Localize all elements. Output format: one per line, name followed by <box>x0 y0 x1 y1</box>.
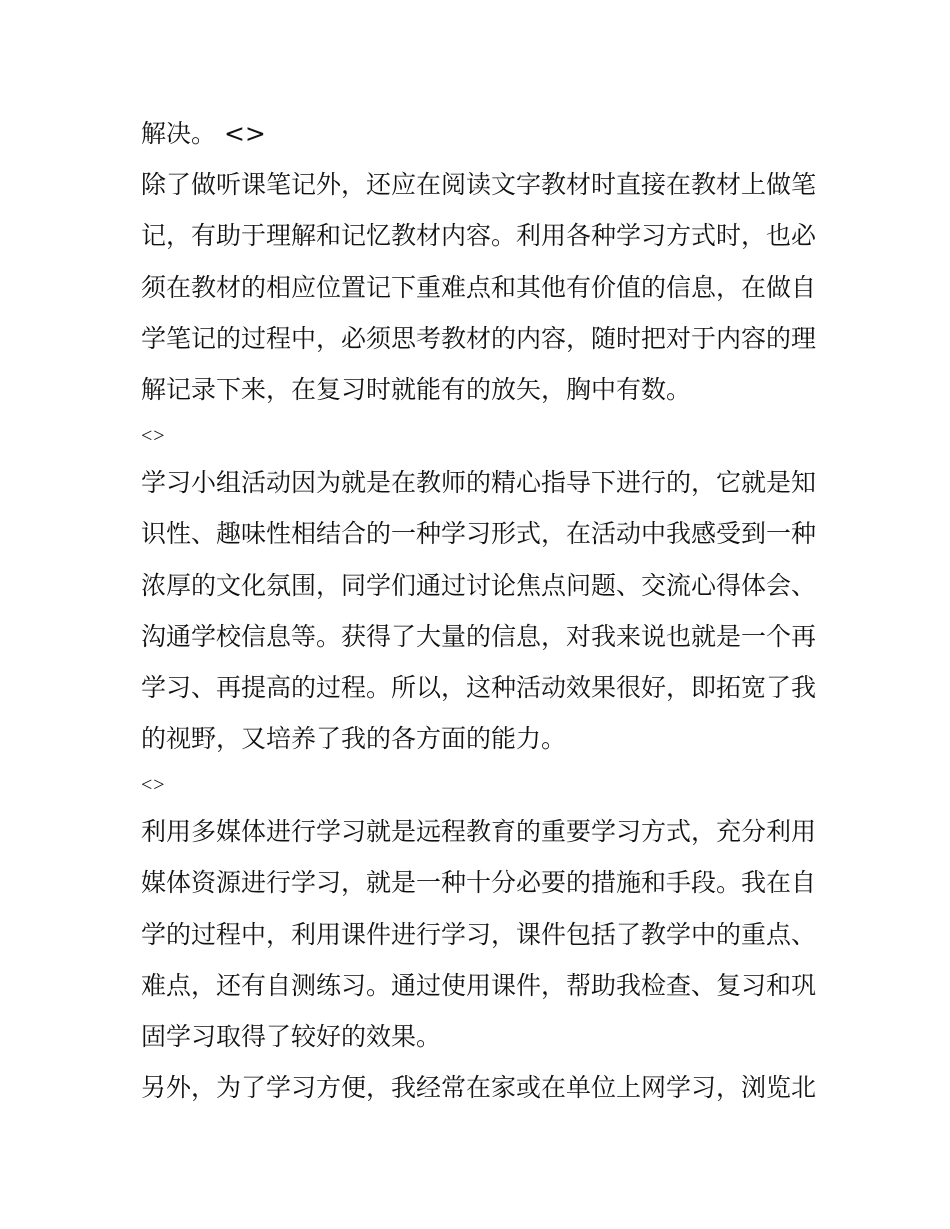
text-line: 解决。 <> <box>141 119 266 148</box>
text-line: 另外，为了学习方便，我经常在家或在单位上网学习，浏览北 <box>141 1073 817 1103</box>
text-line: 学习小组活动因为就是在教师的精心指导下进行的，它就是知 <box>141 468 817 498</box>
text-line: 沟通学校信息等。获得了大量的信息，对我来说也就是一个再 <box>141 621 817 651</box>
text-line: 记，有助于理解和记忆教材内容。利用各种学习方式时，也必 <box>141 221 817 251</box>
text-line: 识性、趣味性相结合的一种学习形式，在活动中我感受到一种 <box>141 519 817 549</box>
text-line: 媒体资源进行学习，就是一种十分必要的措施和手段。我在自 <box>141 868 817 898</box>
text-line: 的视野，又培养了我的各方面的能力。 <box>141 724 567 754</box>
text-line: 难点，还有自测练习。通过使用课件，帮助我检查、复习和巩 <box>141 970 817 1000</box>
paragraph-marker: <> <box>141 774 166 797</box>
text-line: 解记录下来，在复习时就能有的放矢，胸中有数。 <box>141 374 692 404</box>
text-line: 学的过程中，利用课件进行学习，课件包括了教学中的重点、 <box>141 919 817 949</box>
text-line: 浓厚的文化氛围，同学们通过讨论焦点问题、交流心得体会、 <box>141 570 817 600</box>
document-body <box>141 108 821 1113</box>
text-line: 利用多媒体进行学习就是远程教育的重要学习方式，充分利用 <box>141 817 817 847</box>
text-line: 学习、再提高的过程。所以，这种活动效果很好，即拓宽了我 <box>141 672 817 702</box>
text-line: 须在教材的相应位置记下重难点和其他有价值的信息，在做自 <box>141 272 817 302</box>
text-line: 固学习取得了较好的效果。 <box>141 1022 442 1051</box>
paragraph-marker: <> <box>141 425 166 448</box>
text-line: 除了做听课笔记外，还应在阅读文字教材时直接在教材上做笔 <box>141 170 817 200</box>
text-line: 学笔记的过程中，必须思考教材的内容，随时把对于内容的理 <box>141 323 817 353</box>
